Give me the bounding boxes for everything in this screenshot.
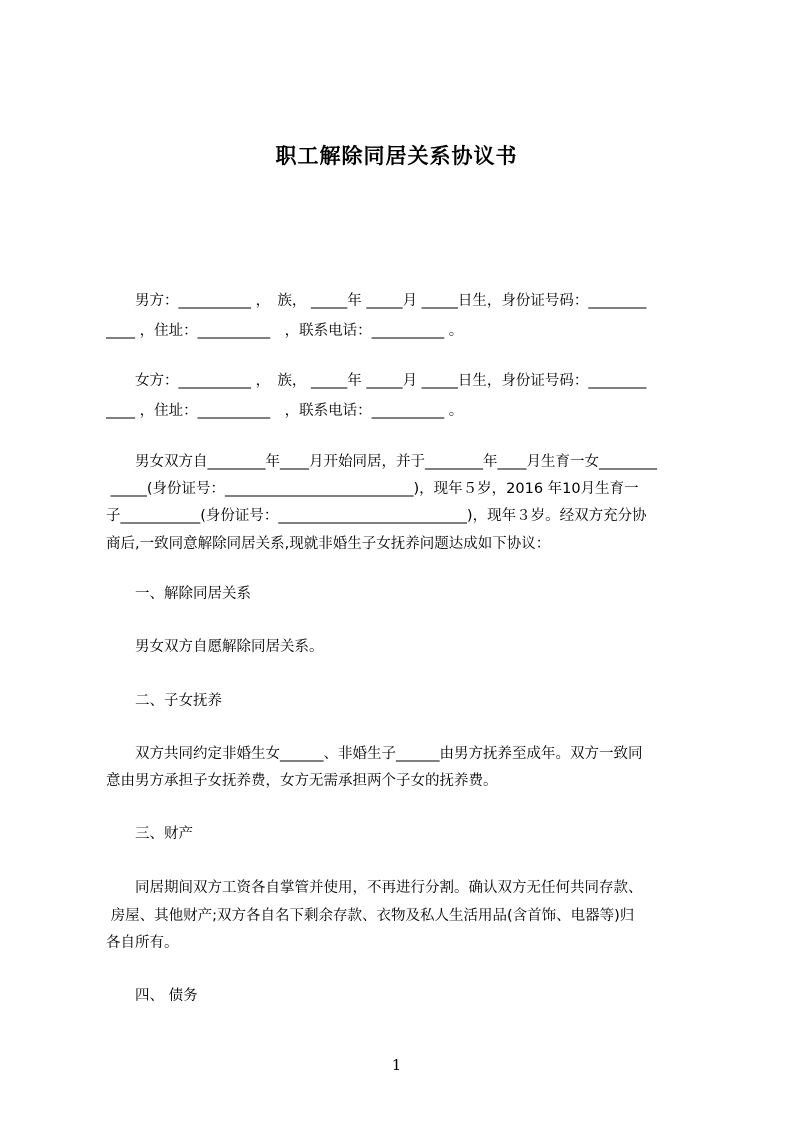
section-3-line-2: 房屋、其他财产;双方各自名下剩余存款、衣物及私人生活用品(含首饰、电器等)归 xyxy=(106,908,635,924)
section-heading-1: 一、解除同居关系 xyxy=(135,586,251,602)
section-heading-2: 二、子女抚养 xyxy=(135,693,222,709)
section-heading-3: 三、财产 xyxy=(135,826,193,842)
document-title: 职工解除同居关系协议书 xyxy=(275,144,518,168)
female-party-line-1: 女方：__________ ， 族， _____年 _____月 _____日生，身份证号码：________ xyxy=(106,373,647,389)
male-party-line-2: ____ ，住址：__________ ，联系电话：__________ 。 xyxy=(106,323,464,339)
section-heading-4: 四、 债务 xyxy=(135,988,198,1004)
section-3-line-3: 各自所有。 xyxy=(106,935,179,951)
male-party-line-1: 男方：__________ ， 族， _____年 _____月 _____日生，身份证号码：________ xyxy=(106,293,647,309)
cohabitation-line-1: 男女双方自________年____月开始同居，并于________年____月生育一女________ xyxy=(106,454,657,470)
section-1-text: 男女双方自愿解除同居关系。 xyxy=(135,639,324,655)
cohabitation-line-3: 子___________(身份证号：__________________________)，现年３岁。经双方充分协 xyxy=(106,508,647,524)
cohabitation-line-4: 商后,一致同意解除同居关系,现就非婚生子女抚养问题达成如下协议： xyxy=(106,536,551,552)
section-2-line-2: 意由男方承担子女抚养费，女方无需承担两个子女的抚养费。 xyxy=(106,773,498,789)
section-3-line-1: 同居期间双方工资各自掌管并使用，不再进行分割。确认双方无任何共同存款、 xyxy=(106,880,643,896)
female-party-line-2: ____ ，住址：__________ ，联系电话：__________ 。 xyxy=(106,403,464,419)
page-number: 1 xyxy=(391,1056,402,1074)
section-2-line-1: 双方共同约定非婚生女______、非婚生子______由男方抚养至成年。双方一致同 xyxy=(106,746,643,762)
cohabitation-line-2: _____(身份证号：__________________________)，现年５岁，2016 年10月生育一 xyxy=(106,481,639,497)
